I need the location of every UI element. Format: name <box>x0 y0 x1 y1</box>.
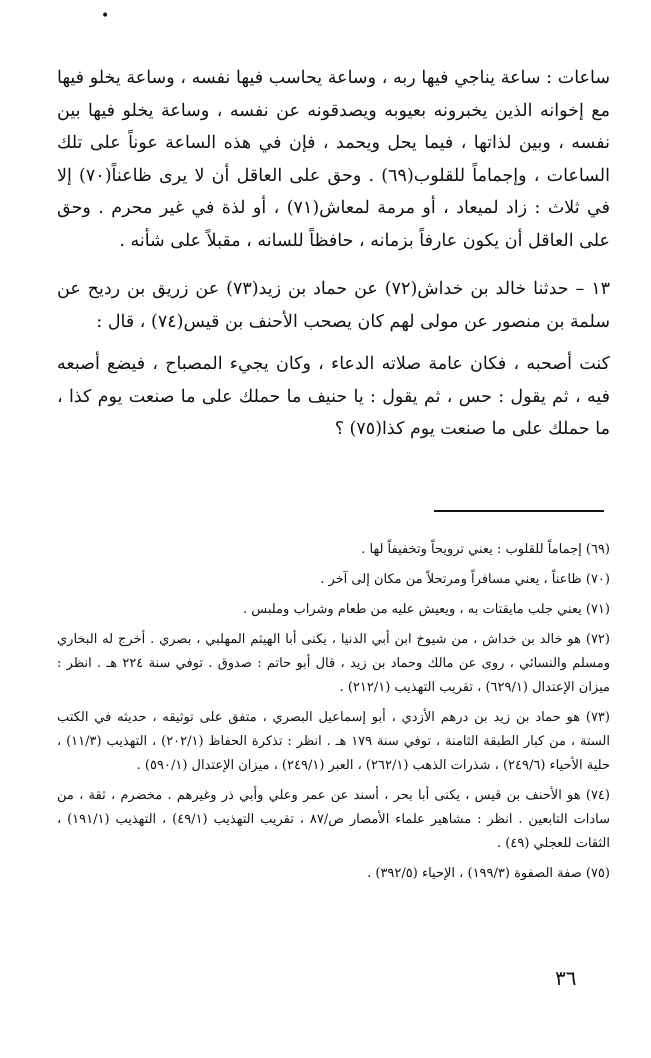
footnote-69: (٦٩) إجماماً للقلوب : يعني ترويحاً وتخفيفاً لها . <box>361 542 610 557</box>
paragraph-2: ١٣ – حدثنا خالد بن خداش(٧٢) عن حماد بن زيد(٧٣) عن زريق بن رديح عن سلمة بن منصور عن مولى لهم كان يصحب الأحنف بن قيس(٧٤) ، قال : <box>57 279 611 332</box>
footnote-71: (٧١) يعني جلب مايقتات به ، ويعيش عليه من طعام وشراب وملبس . <box>243 602 610 617</box>
footnote-divider <box>434 510 604 512</box>
footnote-74: (٧٤) هو الأحنف بن قيس ، يكنى أبا بحر ، أسند عن عمر وعلي وأبي ذر وغيرهم . مخضرم ، ثقة ، من سادات التابعين . انظر : مشاهير علماء الأمصار ص/٨٧ ، تقريب التهذيب (٤٩/١) ، التهذيب (١٩١/١) ، الثقات للعجلي (٤٩) . <box>57 788 610 851</box>
paragraph-3: كنت أصحبه ، فكان عامة صلاته الدعاء ، وكان يجيء المصباح ، فيضع أصبعه فيه ، ثم يقول : حس ، ثم يقول : يا حنيف ما حملك على ما صنعت يوم كذا ، ما حملك على ما صنعت يوم كذا(٧٥) ؟ <box>57 354 610 439</box>
paragraph-1: ساعات : ساعة يناجي فيها ربه ، وساعة يحاسب فيها نفسه ، وساعة يخلو فيها مع إخوانه الذين يخبرونه بعيوبه ويصدقونه عن نفسه ، وساعة يخلو فيها بين نفسه ، وبين لذاتها ، فيما يحل ويحمد ، فإن في هذه الساعة عوناً على تلك الساعات ، وإجماماً للقلوب(٦٩) . وحق على العاقل أن لا يرى ظاعناً(٧٠) إلا في ثلاث : زاد لميعاد ، أو مرمة لمعاش(٧١) ، أو لذة في غير محرم . وحق على العاقل أن يكون عارفاً بزمانه ، حافظاً للسانه ، مقبلاً على شأنه . <box>57 68 611 251</box>
footnote-73: (٧٣) هو حماد بن زيد بن درهم الأزدي ، أبو إسماعيل البصري ، متفق على توثيقه ، حديثه في الكتب الستة ، من كبار الطبقة الثامنة ، توفي سنة ١٧٩ هـ . انظر : تذكرة الحفاظ (٢٠٢/١) ، التهذيب (١١/٣) ، حلية الأحياء (٢٤٩/٦) ، شذرات الذهب (٢٦٢/١) ، العبر (٢٤٩/١) ، ميزان الإعتدال (٥٩٠/١) . <box>57 710 611 773</box>
footnote-70: (٧٠) ظاعناً ، يعني مسافراً ومرتحلاً من مكان إلى آخر . <box>320 572 610 587</box>
main-text <box>57 62 610 446</box>
footnotes <box>57 538 610 892</box>
page-number: ٣٦ <box>555 966 577 990</box>
footnote-75: (٧٥) صفة الصفوة (١٩٩/٣) ، الإحياء (٣٩٢/٥) . <box>367 866 610 881</box>
top-dot-mark: • <box>101 8 110 24</box>
footnote-72: (٧٢) هو خالد بن خداش ، من شيوخ ابن أبي الدنيا ، يكنى أبا الهيثم المهلبي ، بصري . أخرج له البخاري ومسلم والنسائي ، روى عن مالك وحماد بن زيد ، قال أبو حاتم : صدوق . توفي سنة ٢٢٤ هـ . انظر : ميزان الإعتدال (٦٢٩/١) ، تقريب التهذيب (٢١٢/١) . <box>57 632 610 695</box>
